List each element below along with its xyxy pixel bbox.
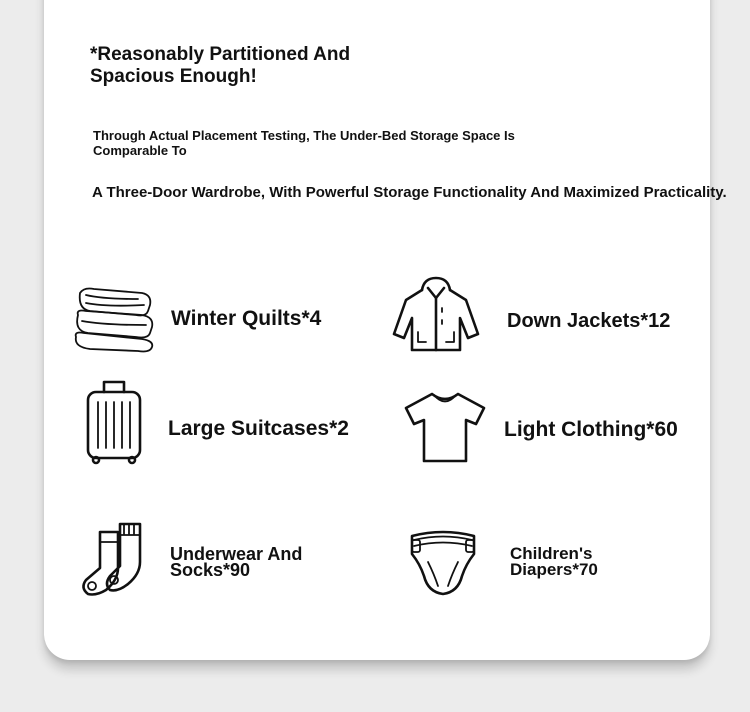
item-label: Down Jackets*12 (507, 310, 671, 332)
headline: *Reasonably Partitioned And Spacious Enough! (90, 44, 351, 87)
quilt-icon (72, 285, 156, 355)
tshirt-icon (404, 392, 486, 464)
item-down-jackets (392, 276, 682, 356)
item-label: Light Clothing*60 (504, 418, 678, 441)
item-winter-quilts (72, 285, 342, 357)
item-label: Large Suitcases*2 (168, 417, 349, 440)
item-childrens-diapers (408, 528, 688, 598)
suitcase-icon (86, 380, 142, 466)
item-underwear-socks (80, 522, 340, 598)
item-light-clothing (404, 392, 694, 464)
description-paragraph: Through Actual Placement Testing, The Under-Bed Storage Space Is Comparable To (93, 128, 515, 158)
description-paragraph-2: A Three-Door Wardrobe, With Powerful Storage Functionality And Maximized Practicality. (92, 184, 727, 201)
item-label: Underwear And Socks*90 (170, 544, 303, 580)
socks-icon (80, 522, 142, 596)
item-large-suitcases (86, 380, 366, 466)
item-label: Children's Diapers*70 (510, 544, 598, 579)
item-label: Winter Quilts*4 (171, 307, 322, 330)
jacket-icon (392, 276, 482, 354)
diaper-icon (408, 528, 478, 596)
